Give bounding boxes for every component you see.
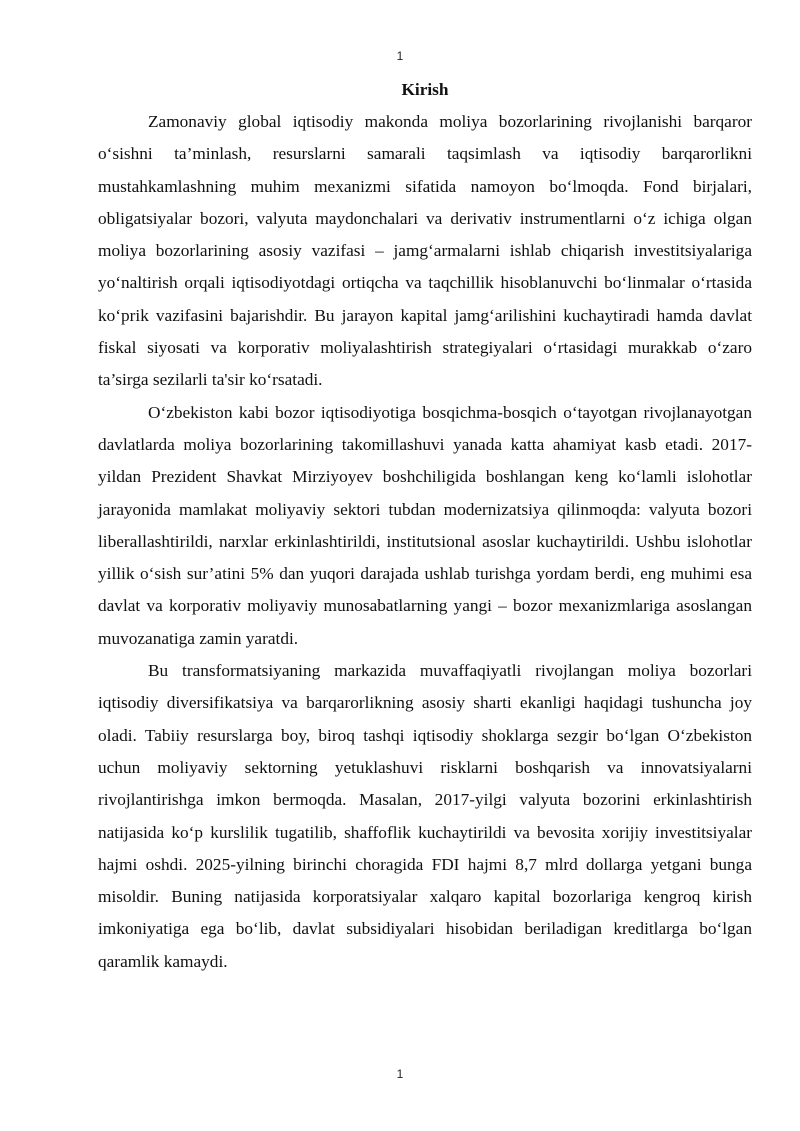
document-body (98, 75, 752, 978)
paragraph-1: Zamonaviy global iqtisodiy makonda moliya bozorlarining rivojlanishi barqaror o‘sishni ta’minlash, resurslarni samarali taqsimlash va iqtisodiy barqarorlikni mustahkamlashning muhim mexanizmi sifatida namoyon bo‘lmoqda. Fond birjalari, obligatsiyalar bozori, valyuta maydonchalari va derivativ instrumentlarni o‘z ichiga olgan moliya bozorlarining asosiy vazifasi – jamg‘armalarni ishlab chiqarish investitsiyalariga yo‘naltirish orqali iqtisodiyotdagi ortiqcha va taqchillik hisoblanuvchi bo‘linmalar o‘rtasida ko‘prik vazifasini bajarishdir. Bu jarayon kapital jamg‘arilishini kuchaytiradi hamda davlat fiskal siyosati va korporativ moliyalashtirish strategiyalari o‘rtasidagi murakkab o‘zaro ta’sirga sezilarli ta'sir ko‘rsatadi. (98, 112, 752, 390)
paragraph-2: O‘zbekiston kabi bozor iqtisodiyotiga bosqichma-bosqich o‘tayotgan rivojlanayotgan davlatlarda moliya bozorlarining takomillashuvi yanada katta ahamiyat kasb etadi. 2017-yildan Prezident Shavkat Mirziyoyev boshchiligida boshlangan keng ko‘lamli islohotlar jarayonida mamlakat moliyaviy sektori tubdan modernizatsiya qilinmoqda: valyuta bozori liberallashtirildi, narxlar erkinlashtirildi, institutsional asoslar kuchaytirildi. Ushbu islohotlar yillik o‘sish sur’atini 5% dan yuqori darajada ushlab turishga yordam berdi, eng muhimi esa davlat va korporativ moliyaviy munosabatlarning yangi – bozor mexanizmlariga asoslangan muvozanatiga zamin yaratdi. (98, 402, 752, 648)
paragraph-3: Bu transformatsiyaning markazida muvaffaqiyatli rivojlangan moliya bozorlari iqtisodiy diversifikatsiya va barqarorlikning asosiy sharti ekanligi haqidagi tushuncha joy oladi. Tabiiy resurslarga boy, biroq tashqi iqtisodiy shoklarga sezgir bo‘lgan O‘zbekiston uchun moliyaviy sektorning yetuklashuvi risklarni boshqarish va innovatsiyalarni rivojlantirishga imkon bermoqda. Masalan, 2017-yilgi valyuta bozorini erkinlashtirish natijasida ko‘p kurslilik tugatilib, shaffoflik kuchaytirildi va bevosita xorijiy investitsiyalar hajmi oshdi. 2025-yilning birinchi choragida FDI hajmi 8,7 mlrd dollarga yetgani bunga misoldir. Buning natijasida korporatsiyalar xalqaro kapital bozorlariga kengroq kirish imkoniyatiga ega bo‘lib, davlat subsidiyalari hisobidan beriladigan kreditlarga bo‘lgan qaramlik kamaydi. (98, 661, 752, 971)
page-number-bottom: 1 (396, 1067, 404, 1081)
section-title: Kirish (401, 80, 449, 99)
page-number-top: 1 (396, 49, 404, 63)
